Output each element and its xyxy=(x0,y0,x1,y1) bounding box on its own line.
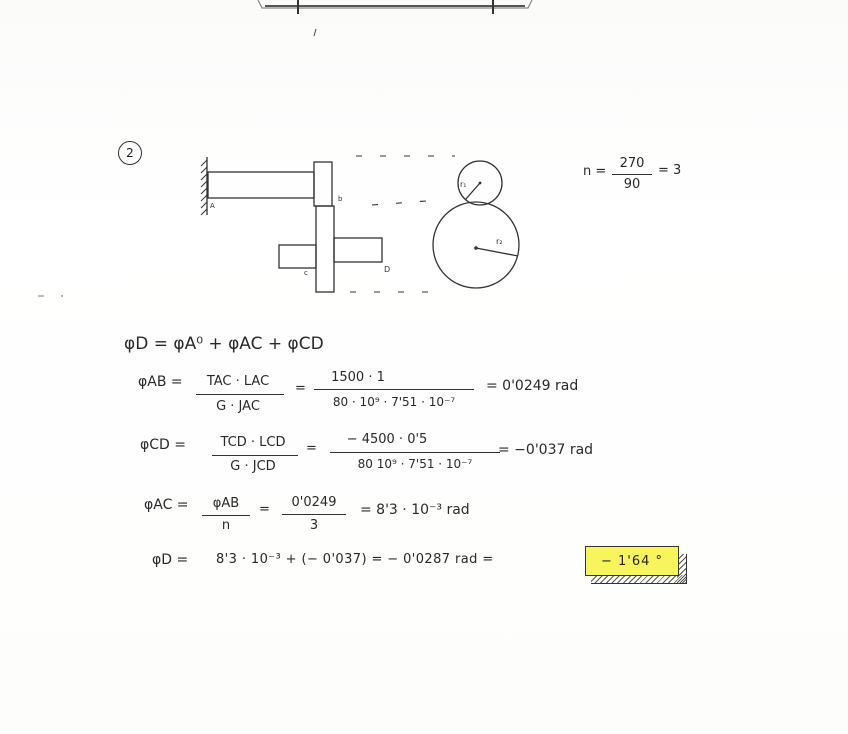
eq4-num: 0'0249 xyxy=(291,495,337,510)
eq2-result: = 0'0249 rad xyxy=(486,378,579,394)
eq4-lhs: φAC = xyxy=(144,497,189,513)
label-d: D xyxy=(384,265,391,274)
eq5-expr: 8'3 · 10⁻³ + (− 0'037) = − 0'0287 rad = xyxy=(216,552,494,567)
eq3-den: 80 10⁹ · 7'51 · 10⁻⁷ xyxy=(357,457,473,471)
eq2-den: 80 · 10⁹ · 7'51 · 10⁻⁷ xyxy=(332,395,456,409)
eq2-eq: = xyxy=(295,381,306,396)
eq3-result: = −0'037 rad xyxy=(498,442,594,458)
eq2-sym-den: G · JAC xyxy=(216,399,260,414)
label-c: c xyxy=(304,269,308,277)
label-r1: r₁ xyxy=(460,180,467,189)
eq4-eq: = xyxy=(259,502,270,517)
eq1-line: φD = φA⁰ + φAC + φCD xyxy=(124,334,324,354)
ratio-numerator: 270 xyxy=(619,156,645,171)
label-a: A xyxy=(210,202,215,210)
label-b: b xyxy=(338,195,343,203)
eq4-den: 3 xyxy=(309,518,319,533)
eq5-lhs: φD = xyxy=(152,552,189,568)
eq3-sym-den: G · JCD xyxy=(230,459,276,474)
final-answer: − 1'64 ° xyxy=(600,553,664,569)
ratio-denominator: 90 xyxy=(623,177,641,192)
ratio-result: = 3 xyxy=(658,163,682,178)
eq2-num: 1500 · 1 xyxy=(331,370,385,385)
eq3-lhs: φCD = xyxy=(140,437,186,453)
problem-number: 2 xyxy=(126,146,134,160)
eq4-sym-den: n xyxy=(221,518,231,533)
eq4-sym-num: φAB xyxy=(212,496,240,511)
eq3-num: − 4500 · 0'5 xyxy=(346,432,428,447)
eq2-sym-num: TAC · LAC xyxy=(206,374,270,389)
ratio-lhs: n = xyxy=(583,164,607,179)
eq2-lhs: φAB = xyxy=(138,374,183,390)
label-r2: r₂ xyxy=(496,237,503,246)
eq3-sym-num: TCD · LCD xyxy=(220,435,286,450)
eq3-eq: = xyxy=(306,441,317,456)
eq4-result: = 8'3 · 10⁻³ rad xyxy=(360,502,470,518)
